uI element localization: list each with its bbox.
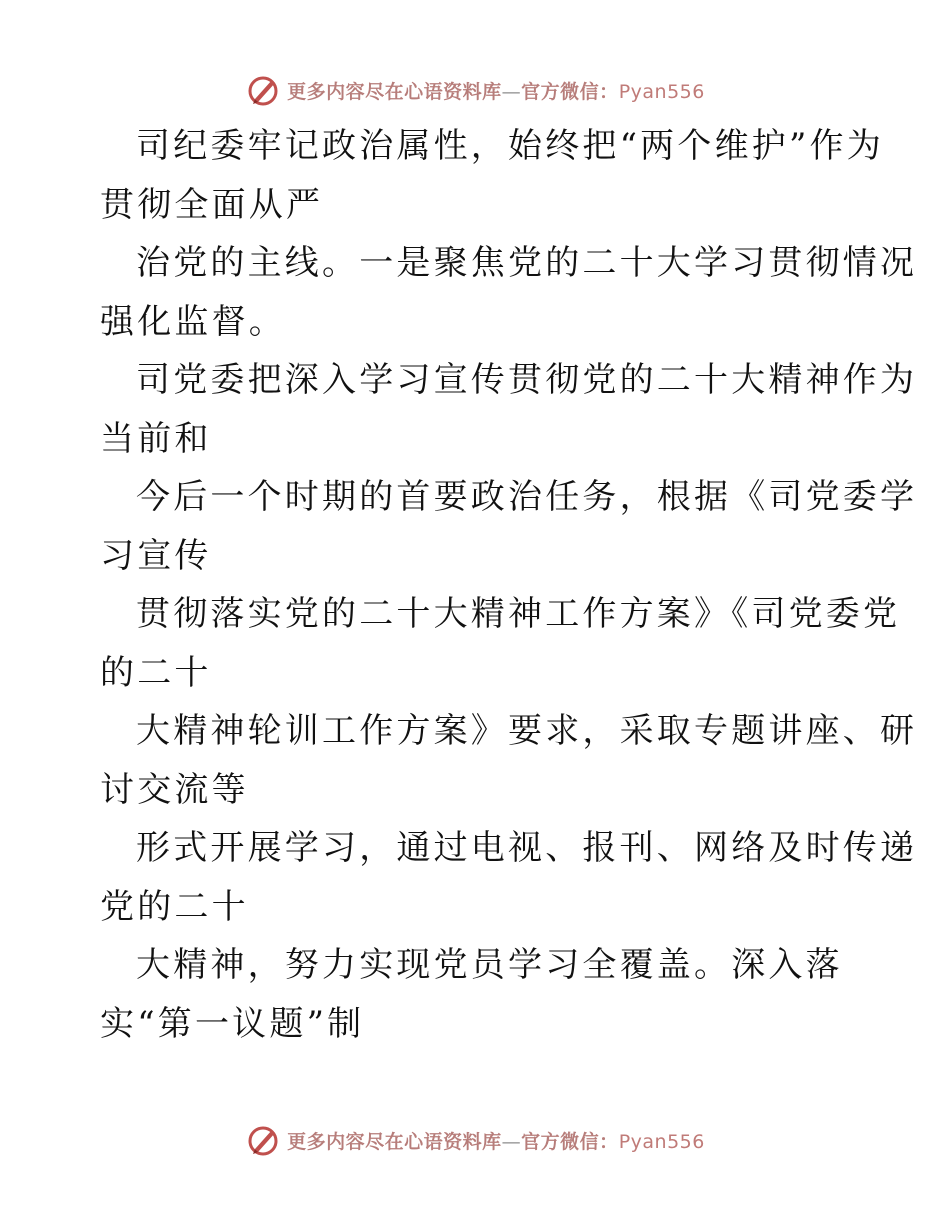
paragraph-line: 讨交流等	[100, 769, 249, 810]
footer-watermark	[0, 1118, 950, 1162]
paragraph-line: 贯彻全面从严	[100, 184, 324, 225]
paragraph-line: 今后一个时期的首要政治任务，根据《司党委学	[136, 477, 918, 517]
watermark-separator: —	[501, 1130, 522, 1153]
paragraph-line: 大精神轮训工作方案》要求，采取专题讲座、研	[136, 711, 918, 751]
watermark-separator: —	[501, 80, 522, 103]
paragraph-line: 大精神，努力实现党员学习全覆盖。深入落	[136, 945, 843, 985]
watermark-site-text: 更多内容尽在心语资料库	[287, 1130, 502, 1153]
watermark-label: 官方微信：	[521, 1130, 619, 1153]
watermark-account: Pyan556	[618, 1130, 705, 1153]
header-watermark	[0, 68, 950, 112]
watermark-label: 官方微信：	[521, 80, 619, 103]
pen-logo-icon	[245, 72, 281, 108]
pen-logo-icon	[245, 1122, 281, 1158]
paragraph-line: 习宣传	[100, 535, 212, 576]
watermark-site-text: 更多内容尽在心语资料库	[287, 80, 502, 103]
document-body	[100, 117, 918, 1053]
paragraph-line: 实“第一议题”制	[100, 1003, 365, 1044]
paragraph-line: 强化监督。	[100, 301, 286, 342]
paragraph-line: 当前和	[100, 418, 212, 459]
paragraph-line: 司党委把深入学习宣传贯彻党的二十大精神作为	[136, 360, 918, 400]
watermark-account: Pyan556	[618, 80, 705, 103]
watermark-text	[287, 1127, 705, 1154]
paragraph-line: 的二十	[100, 652, 212, 693]
paragraph-line: 形式开展学习，通过电视、报刊、网络及时传递	[136, 828, 918, 868]
paragraph-line: 司纪委牢记政治属性，始终把“两个维护”作为	[136, 126, 884, 166]
paragraph-line: 治党的主线。一是聚焦党的二十大学习贯彻情况	[136, 243, 918, 283]
paragraph-line: 党的二十	[100, 886, 249, 927]
watermark-text	[287, 77, 705, 104]
paragraph-line: 贯彻落实党的二十大精神工作方案》《司党委党	[136, 594, 901, 634]
